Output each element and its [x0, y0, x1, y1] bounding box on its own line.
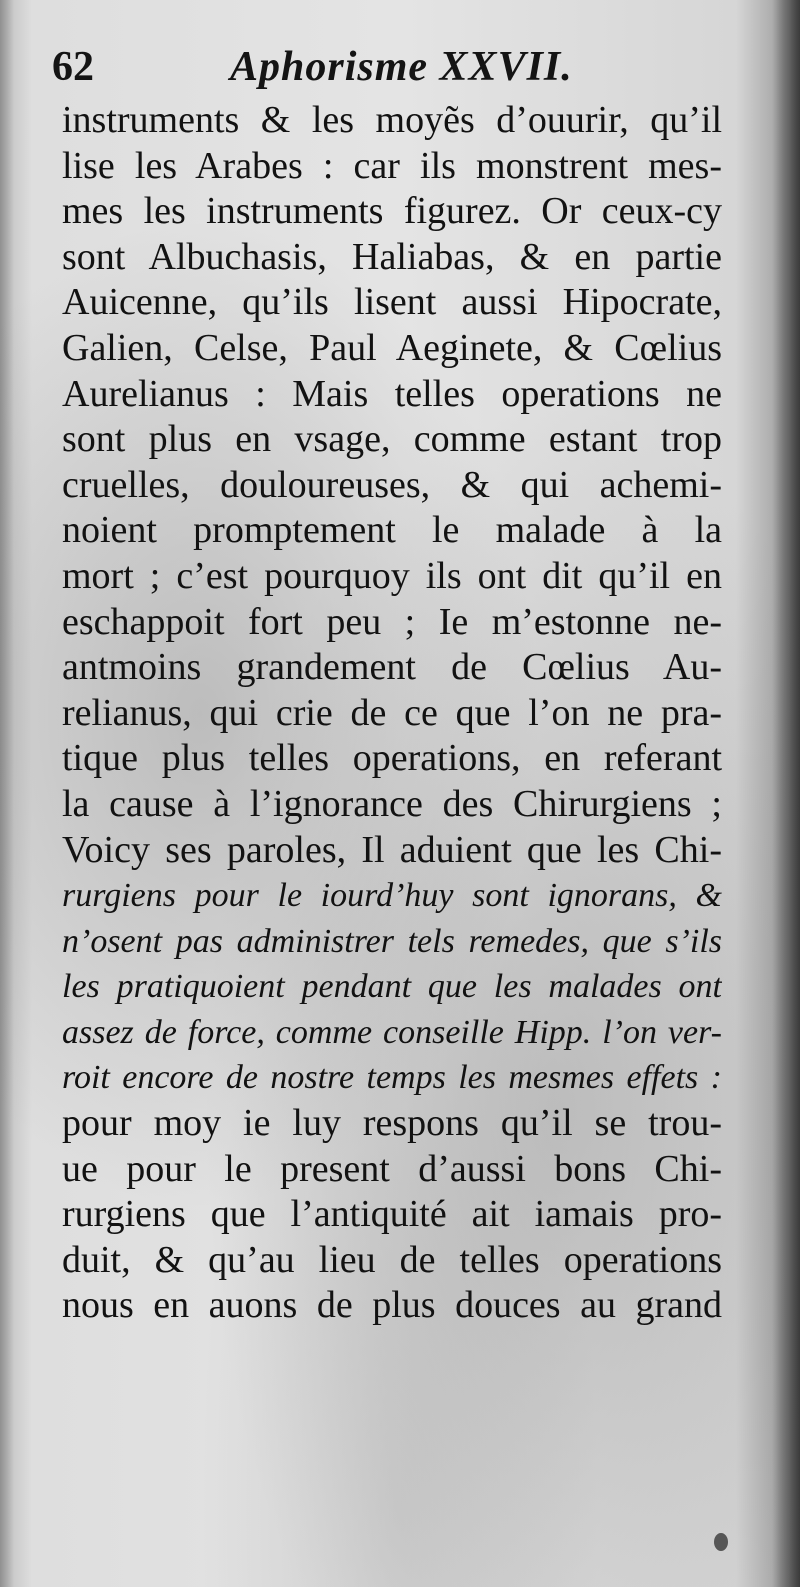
text-line: instruments & les moyẽs d’ouurir, qu’il	[62, 99, 722, 141]
text-line: Galien, Celse, Paul Aeginete, & Cœlius	[62, 326, 722, 369]
quotation-line: assez de force, comme conseille Hipp. l’on ver-	[62, 1013, 722, 1051]
text-line: mes les instruments figurez. Or ceux-cy	[62, 190, 722, 233]
quotation-line: rurgiens pour le iourd’huy sont ignorans, &	[62, 877, 722, 915]
text-line: Voicy ses paroles, Il aduient que les Chi-	[62, 828, 722, 871]
text-line: cruelles, douloureuses, & qui achemi-	[62, 463, 722, 506]
ink-speck	[714, 1533, 728, 1551]
text-line: sont plus en vsage, comme estant trop	[62, 418, 722, 461]
text-line: la cause à l’ignorance des Chirurgiens ;	[62, 782, 722, 825]
running-title: Aphorisme XXVII.	[230, 44, 573, 90]
body-text	[62, 98, 722, 1329]
text-line: Auicenne, qu’ils lisent aussi Hipocrate,	[62, 281, 722, 324]
page-number: 62	[52, 44, 94, 90]
text-line: Aurelianus : Mais telles operations ne	[62, 372, 722, 415]
text-line: lise les Arabes : car ils monstrent mes-	[62, 144, 722, 187]
quotation-line: n’osent pas administrer tels remedes, que s’ils	[62, 922, 722, 960]
page-header	[52, 38, 732, 100]
text-line: noient promptement le malade à la	[62, 509, 722, 552]
text-line: eschappoit fort peu ; Ie m’estonne ne-	[62, 600, 722, 643]
page-edge-shadow	[772, 0, 800, 1587]
text-line: mort ; c’est pourquoy ils ont dit qu’il en	[62, 554, 722, 597]
text-line: duit, & qu’au lieu de telles operations	[62, 1238, 722, 1281]
text-line: nous en auons de plus douces au grand	[62, 1284, 722, 1327]
text-line: ue pour le present d’aussi bons Chi-	[62, 1147, 722, 1190]
page-gutter-shadow	[0, 0, 14, 1587]
text-line: relianus, qui crie de ce que l’on ne pra-	[62, 691, 722, 734]
text-line: sont Albuchasis, Haliabas, & en partie	[62, 235, 722, 278]
quotation-line: roit encore de nostre temps les mesmes effets :	[62, 1059, 722, 1097]
quotation-line: les pratiquoient pendant que les malades ont	[62, 968, 722, 1006]
text-line: rurgiens que l’antiquité ait iamais pro-	[62, 1193, 722, 1236]
text-line: pour moy ie luy respons qu’il se trou-	[62, 1102, 722, 1145]
text-line: tique plus telles operations, en referant	[62, 737, 722, 780]
text-line: antmoins grandement de Cœlius Au-	[62, 646, 722, 689]
